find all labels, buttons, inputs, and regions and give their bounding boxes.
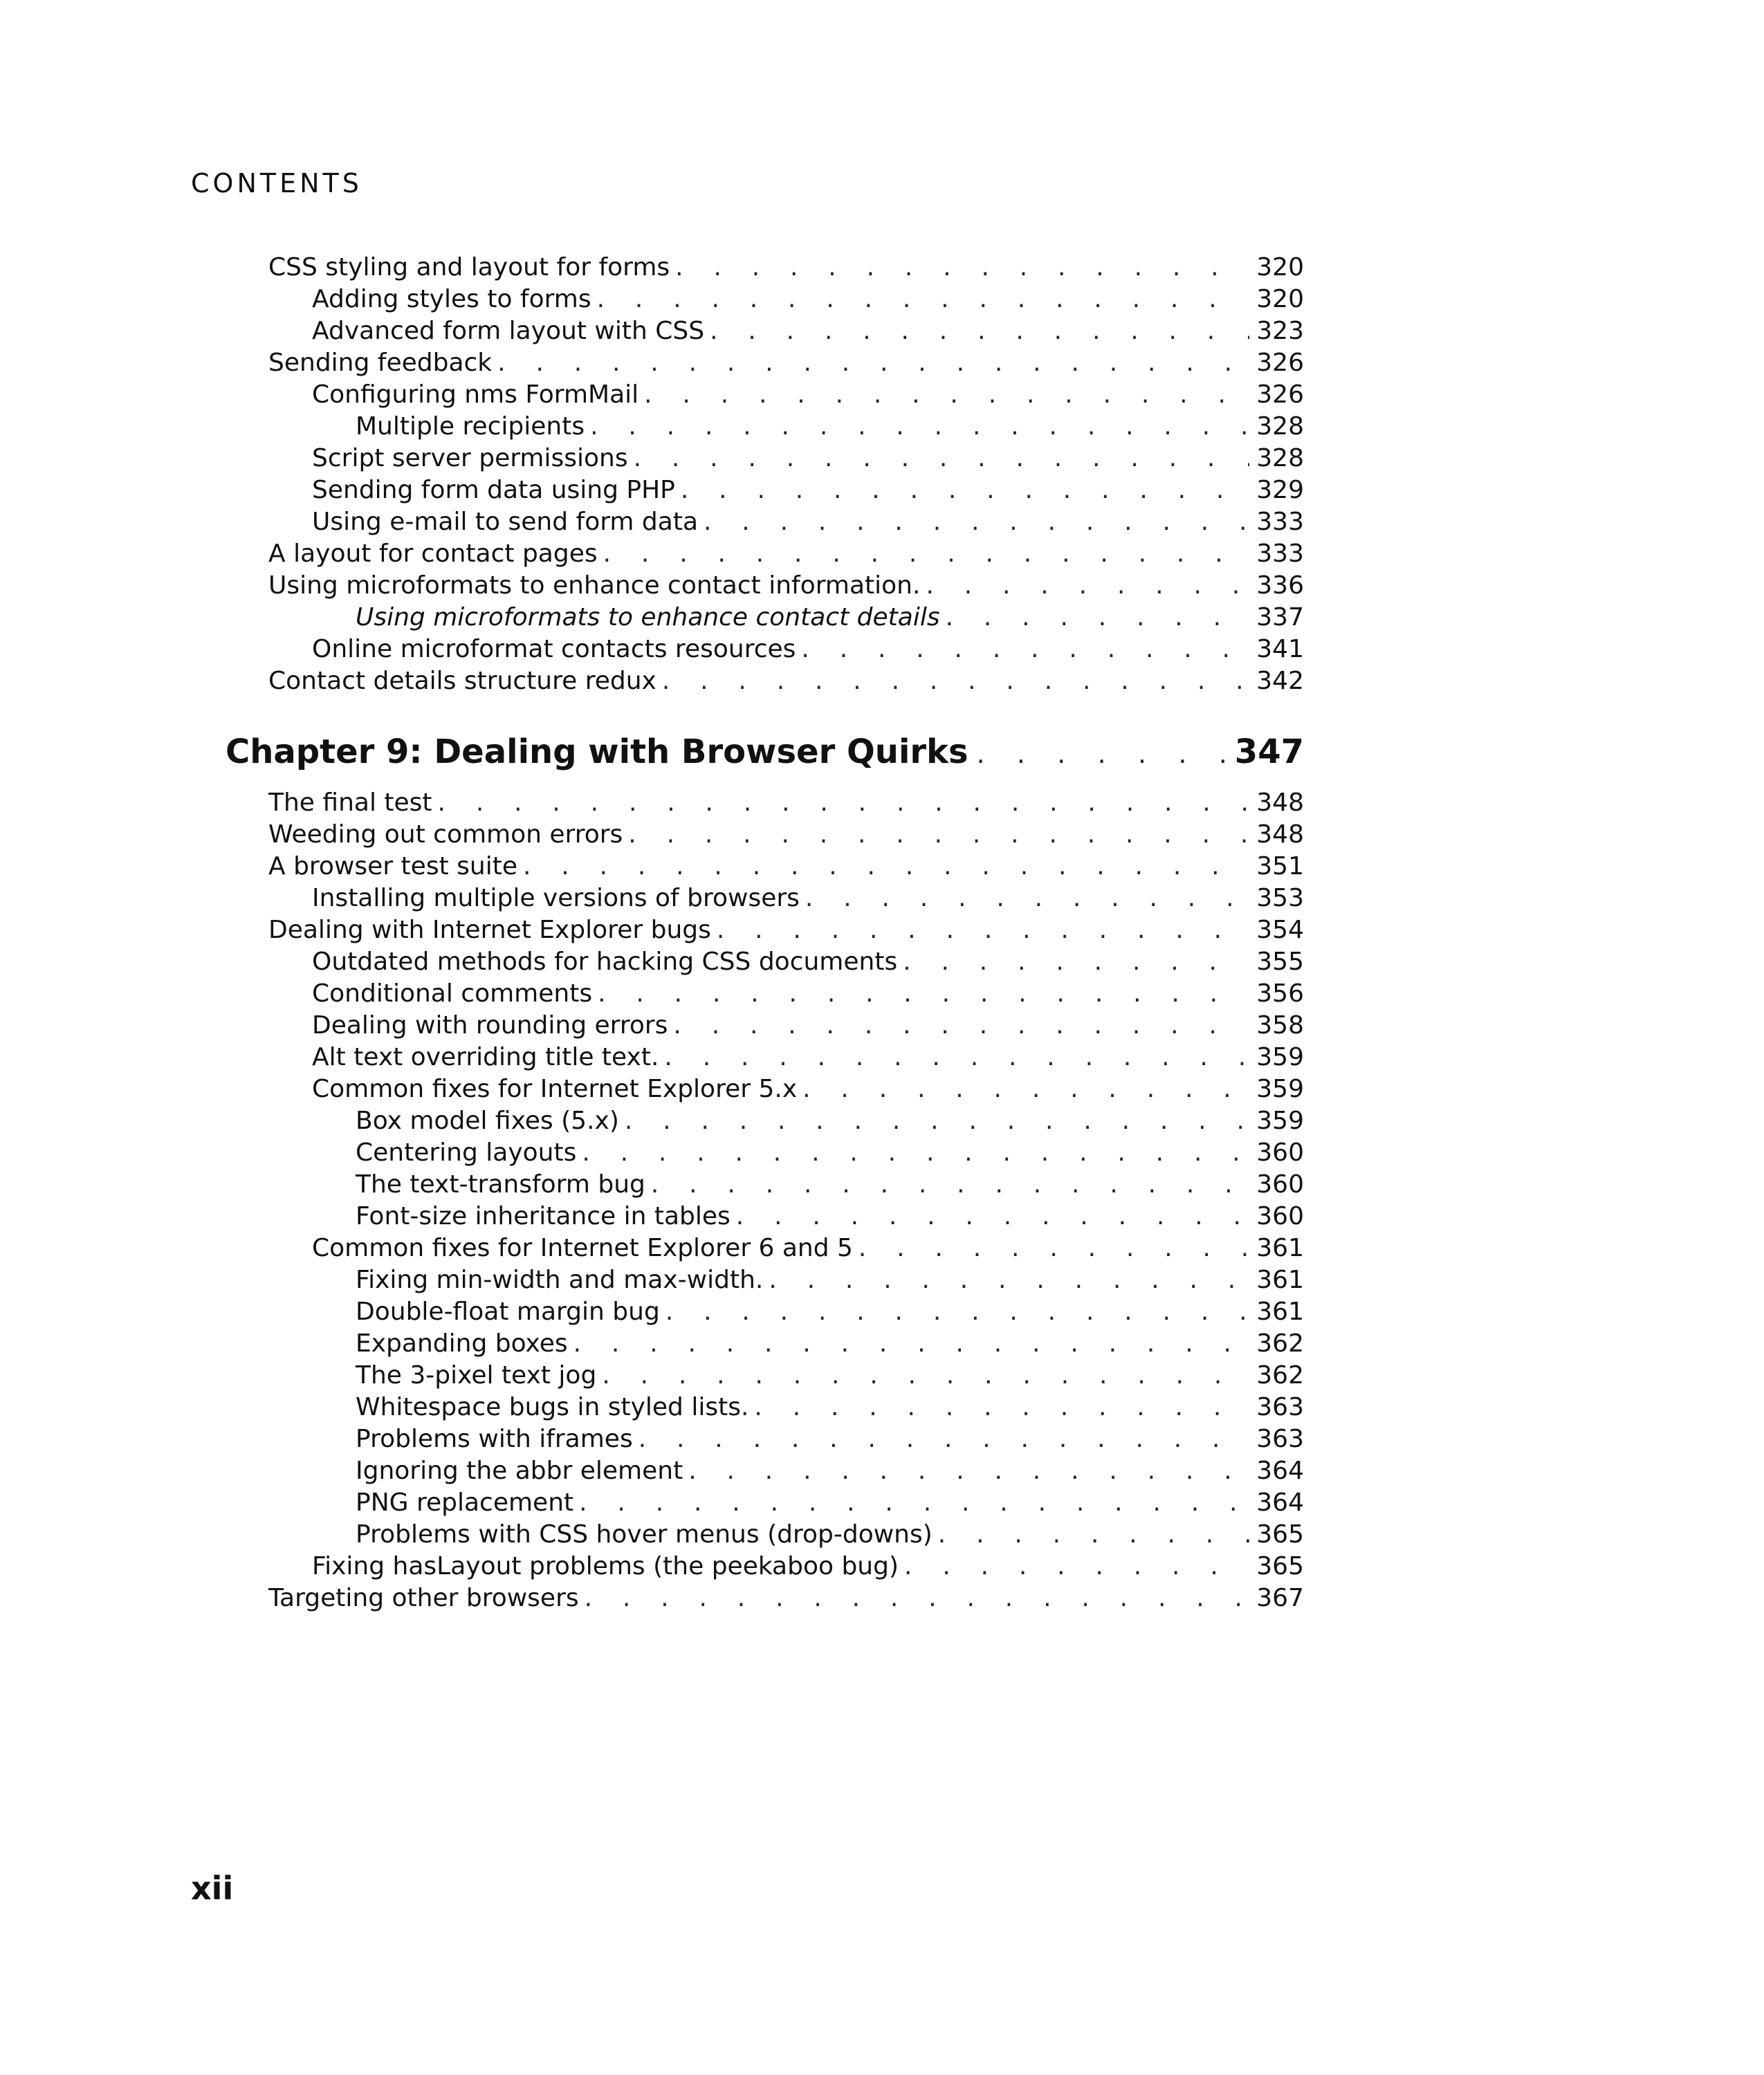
leader-dots: [717, 914, 1249, 946]
toc-entry[interactable]: [312, 284, 1304, 315]
toc-entry-title: Common fixes for Internet Explorer 6 and 5: [312, 1234, 853, 1262]
toc-entry[interactable]: [356, 1360, 1304, 1392]
leader-dots: [802, 1073, 1249, 1105]
toc-entry[interactable]: [356, 1105, 1304, 1137]
toc-entry-title: Using microformats to enhance contact information.: [268, 571, 921, 600]
leader-dots: [769, 1264, 1249, 1296]
toc-entry[interactable]: [312, 946, 1304, 978]
toc-entry[interactable]: [312, 1233, 1304, 1264]
leader-dots: [675, 252, 1249, 284]
toc-entry-title: Problems with iframes: [356, 1425, 633, 1453]
leader-dots: [497, 347, 1249, 379]
toc-entry-page-number: 320: [1256, 285, 1304, 313]
toc-entry-page-number: 328: [1256, 444, 1304, 472]
page-folio: xii: [191, 1870, 234, 1907]
toc-entry[interactable]: [268, 914, 1304, 946]
leader-dots: [585, 1583, 1250, 1614]
toc-entry[interactable]: [356, 1328, 1304, 1360]
toc-entry-title: Expanding boxes: [356, 1329, 568, 1358]
leader-dots: [628, 819, 1249, 851]
chapter-page-number: 347: [1234, 732, 1304, 771]
toc-entry[interactable]: [312, 883, 1304, 914]
leader-dots: [598, 978, 1249, 1010]
toc-entry-page-number: 362: [1256, 1361, 1304, 1390]
toc-entry-page-number: 359: [1256, 1043, 1304, 1071]
toc-entry-page-number: 359: [1256, 1107, 1304, 1135]
toc-entry[interactable]: [312, 1551, 1304, 1583]
toc-entry[interactable]: [312, 1010, 1304, 1042]
toc-entry[interactable]: [268, 538, 1304, 570]
toc-entry-page-number: 365: [1256, 1552, 1304, 1580]
toc-entry[interactable]: [356, 1296, 1304, 1328]
toc-entry-title: Dealing with rounding errors: [312, 1011, 668, 1040]
toc-entry[interactable]: [356, 1519, 1304, 1551]
toc-entry-page-number: 320: [1256, 253, 1304, 282]
toc-entry[interactable]: [268, 570, 1304, 602]
toc-entry-page-number: 348: [1256, 788, 1304, 817]
toc-entry[interactable]: [312, 315, 1304, 347]
toc-entry-title: The text-transform bug: [356, 1170, 645, 1199]
toc-entry-page-number: 342: [1256, 667, 1304, 695]
leader-dots: [805, 883, 1249, 914]
toc-entry-page-number: 362: [1256, 1329, 1304, 1358]
toc-entry[interactable]: [312, 634, 1304, 665]
toc-entry[interactable]: [356, 602, 1304, 634]
leader-dots: [597, 284, 1250, 315]
toc-entry-title: Script server permissions: [312, 444, 628, 472]
leader-dots: [634, 443, 1250, 474]
toc-entry-title: Problems with CSS hover menus (drop-downs): [356, 1520, 932, 1549]
toc-entry-title: Targeting other browsers: [268, 1584, 579, 1612]
toc-entry-page-number: 354: [1256, 916, 1304, 944]
leader-dots: [582, 1137, 1249, 1169]
toc-entry-title: Advanced form layout with CSS: [312, 317, 705, 345]
toc-entry[interactable]: [312, 443, 1304, 474]
toc-entry-page-number: 361: [1256, 1234, 1304, 1262]
chapter-heading[interactable]: [226, 730, 1304, 774]
toc-entry-title: The final test: [268, 788, 432, 817]
toc-entry[interactable]: [268, 665, 1304, 697]
toc-entry-title: Sending form data using PHP: [312, 476, 675, 504]
toc-entry-page-number: 356: [1256, 979, 1304, 1008]
toc-entry[interactable]: [356, 1487, 1304, 1519]
toc-entry-title: Multiple recipients: [356, 412, 585, 441]
leader-dots: [438, 787, 1250, 819]
toc-entry-page-number: 367: [1256, 1584, 1304, 1612]
toc-entry-title: A browser test suite: [268, 852, 517, 880]
toc-entry[interactable]: [312, 1042, 1304, 1073]
toc-entry[interactable]: [356, 1201, 1304, 1233]
leader-dots: [590, 411, 1249, 443]
toc-entry-page-number: 360: [1256, 1138, 1304, 1167]
leader-dots: [938, 1519, 1249, 1551]
toc-entry-title: Sending feedback: [268, 349, 493, 377]
toc-entry-page-number: 358: [1256, 1011, 1304, 1040]
toc-entry[interactable]: [268, 252, 1304, 284]
leader-dots: [579, 1487, 1249, 1519]
toc-entry[interactable]: [312, 978, 1304, 1010]
toc-entry-title: Using e-mail to send form data: [312, 508, 698, 536]
toc-entry-page-number: 341: [1256, 635, 1304, 663]
toc-entry-page-number: 364: [1256, 1488, 1304, 1517]
toc-entry-page-number: 360: [1256, 1170, 1304, 1199]
toc-entry-title: Fixing min-width and max-width.: [356, 1266, 764, 1294]
toc-entry-page-number: 323: [1256, 317, 1304, 345]
toc-entry-title: Double-float margin bug: [356, 1298, 660, 1326]
leader-dots: [625, 1105, 1249, 1137]
toc-entry-page-number: 351: [1256, 852, 1304, 880]
toc-entry[interactable]: [312, 379, 1304, 411]
toc-entry-page-number: 328: [1256, 412, 1304, 441]
toc-entry[interactable]: [356, 1264, 1304, 1296]
toc-entry[interactable]: [268, 851, 1304, 883]
toc-entry-title: A layout for contact pages: [268, 540, 598, 568]
toc-entry-title: Font-size inheritance in tables: [356, 1202, 731, 1230]
toc-entry[interactable]: [356, 1392, 1304, 1423]
toc-entry-page-number: 336: [1256, 571, 1304, 600]
toc-entry[interactable]: [268, 1583, 1304, 1614]
toc-entry-title: Ignoring the abbr element: [356, 1457, 683, 1485]
toc-entry[interactable]: [356, 1455, 1304, 1487]
toc-entry-title: Weeding out common errors: [268, 820, 623, 849]
leader-dots: [858, 1233, 1249, 1264]
leader-dots: [673, 1010, 1249, 1042]
leader-dots: [754, 1392, 1249, 1423]
toc-entry-page-number: 329: [1256, 476, 1304, 504]
toc-entry-page-number: 326: [1256, 380, 1304, 409]
toc-entry-title: Using microformats to enhance contact details: [356, 603, 940, 631]
toc-entry-page-number: 363: [1256, 1393, 1304, 1421]
toc-entry-page-number: 364: [1256, 1457, 1304, 1485]
toc-entry-page-number: 361: [1256, 1298, 1304, 1326]
leader-dots: [651, 1169, 1249, 1201]
leader-dots: [736, 1201, 1250, 1233]
toc-entry-title: Box model fixes (5.x): [356, 1107, 619, 1135]
leader-dots: [710, 315, 1249, 347]
leader-dots: [946, 602, 1250, 634]
leader-dots: [904, 1551, 1249, 1583]
toc-entry[interactable]: [268, 819, 1304, 851]
toc-entry[interactable]: [312, 506, 1304, 538]
toc-entry-page-number: 365: [1256, 1520, 1304, 1549]
toc-entry-title: Adding styles to forms: [312, 285, 591, 313]
toc-entry-page-number: 359: [1256, 1075, 1304, 1103]
leader-dots: [665, 1296, 1249, 1328]
chapter-leader-dots: [977, 732, 1226, 776]
toc-entry-page-number: 333: [1256, 540, 1304, 568]
leader-dots: [664, 1042, 1249, 1073]
leader-dots: [638, 1423, 1250, 1455]
toc-entry-page-number: 361: [1256, 1266, 1304, 1294]
toc-entry-page-number: 360: [1256, 1202, 1304, 1230]
chapter-title: Chapter 9: Dealing with Browser Quirks: [226, 732, 968, 771]
toc-entry[interactable]: [268, 787, 1304, 819]
toc-entry-title: Fixing hasLayout problems (the peekaboo bug): [312, 1552, 899, 1580]
toc-entry-title: Contact details structure redux: [268, 667, 656, 695]
toc-entry-page-number: 326: [1256, 349, 1304, 377]
toc-entry-title: PNG replacement: [356, 1488, 574, 1517]
leader-dots: [523, 851, 1249, 883]
toc-entry[interactable]: [356, 1169, 1304, 1201]
toc-entry-page-number: 337: [1256, 603, 1304, 631]
leader-dots: [603, 538, 1250, 570]
toc-entry-page-number: 348: [1256, 820, 1304, 849]
toc-entry-page-number: 363: [1256, 1425, 1304, 1453]
leader-dots: [573, 1328, 1250, 1360]
toc-entry[interactable]: [356, 411, 1304, 443]
toc-entry-page-number: 355: [1256, 948, 1304, 976]
toc-entry-title: Common fixes for Internet Explorer 5.x: [312, 1075, 798, 1103]
toc-entry-title: The 3-pixel text jog: [356, 1361, 597, 1390]
leader-dots: [681, 474, 1249, 506]
toc-entry-page-number: 353: [1256, 884, 1304, 912]
toc-entry[interactable]: [356, 1423, 1304, 1455]
leader-dots: [903, 946, 1249, 978]
leader-dots: [926, 570, 1249, 602]
toc-entry-page-number: 333: [1256, 508, 1304, 536]
toc-entry[interactable]: [312, 1073, 1304, 1105]
leader-dots: [801, 634, 1249, 665]
leader-dots: [644, 379, 1249, 411]
toc-entry-title: CSS styling and layout for forms: [268, 253, 670, 282]
toc-entry-title: Conditional comments: [312, 979, 593, 1008]
running-head: CONTENTS: [191, 168, 362, 199]
leader-dots: [662, 665, 1249, 697]
toc-entry-title: Alt text overriding title text.: [312, 1043, 659, 1071]
leader-dots: [602, 1360, 1249, 1392]
toc-entry-title: Installing multiple versions of browsers: [312, 884, 800, 912]
toc-entry-title: Whitespace bugs in styled lists.: [356, 1393, 749, 1421]
leader-dots: [704, 506, 1249, 538]
leader-dots: [688, 1455, 1249, 1487]
toc-entry-title: Outdated methods for hacking CSS documents: [312, 948, 898, 976]
toc-entry[interactable]: [356, 1137, 1304, 1169]
toc-entry[interactable]: [312, 474, 1304, 506]
toc-entry-title: Online microformat contacts resources: [312, 635, 796, 663]
toc-entry-title: Centering layouts: [356, 1138, 577, 1167]
toc-entry-title: Configuring nms FormMail: [312, 380, 639, 409]
toc-entry[interactable]: [268, 347, 1304, 379]
toc-entry-title: Dealing with Internet Explorer bugs: [268, 916, 711, 944]
